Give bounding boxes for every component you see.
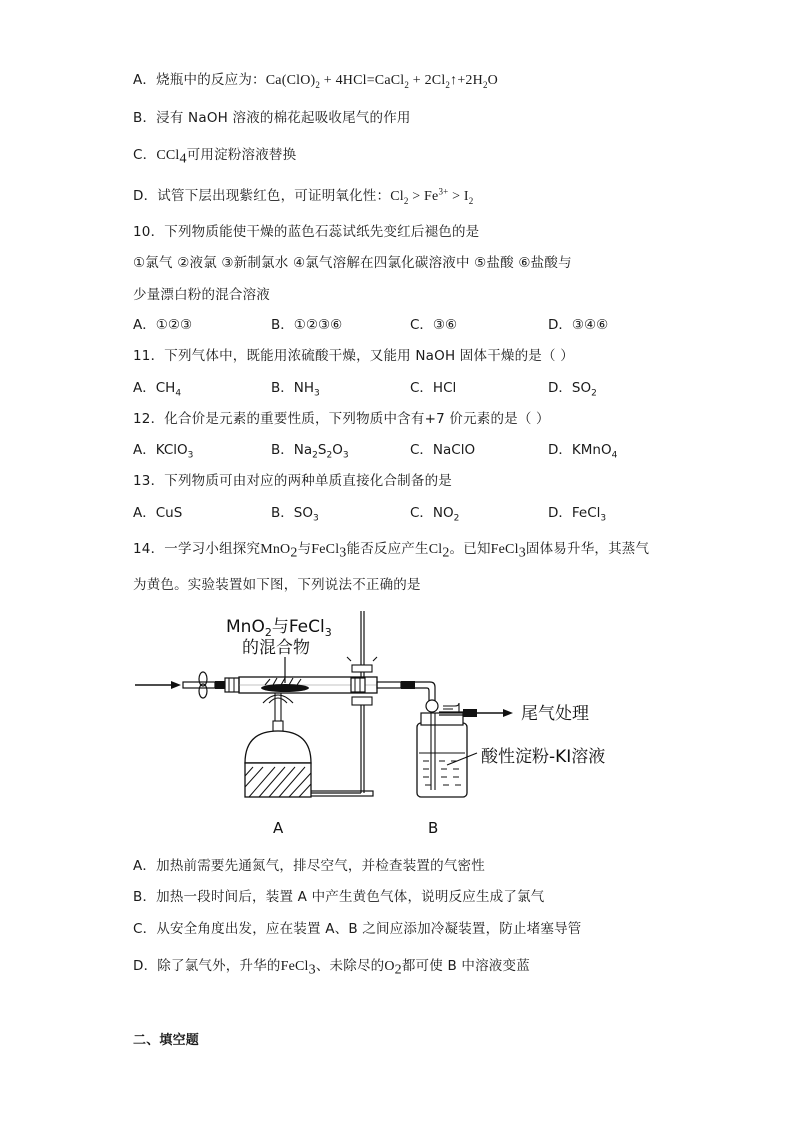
- experiment-apparatus-figure: [125, 605, 645, 840]
- exhaust-connector: [463, 709, 477, 717]
- mixture-sample: [261, 684, 309, 692]
- alcohol-lamp: [245, 731, 311, 763]
- q11-option-c: [410, 379, 456, 397]
- q13-stem: 13．下列物质可由对应的两种单质直接化合制备的是: [133, 473, 452, 489]
- bottle-inlet-bulb: [426, 700, 438, 712]
- q10-items-line2: 少量漂白粉的混合溶液: [133, 287, 270, 303]
- option-text: D．除了氯气外，升华的: [133, 958, 281, 974]
- formula-sub: 2: [312, 450, 318, 461]
- inlet-connector: [215, 681, 225, 689]
- inlet-tube: [183, 682, 215, 688]
- q13-option-a: [133, 504, 182, 522]
- d-fe: > Fe: [408, 189, 439, 204]
- eq-sub: 2: [445, 79, 451, 90]
- q9-option-b: B．浸有 NaOH 溶液的棉花起吸收尾气的作用: [133, 110, 411, 126]
- outlet-tube: [377, 682, 401, 688]
- option-text: O: [332, 442, 343, 458]
- q11-option-b: [271, 379, 320, 397]
- option-text: 都可使 B 中溶液变蓝: [401, 958, 530, 974]
- eq-water: +2H: [457, 73, 483, 88]
- q11-stem: 11．下列气体中，既能用浓硫酸干燥，又能用 NaOH 固体干燥的是（ ）: [133, 348, 574, 364]
- q10-option-b: B．①②③⑥: [271, 317, 343, 333]
- flame: [263, 695, 293, 703]
- fecl3-formula: FeCl: [311, 542, 340, 557]
- option-text: B．Na: [271, 442, 313, 458]
- option-text: C．NO: [410, 505, 454, 521]
- q10-option-c: C．③⑥: [410, 317, 458, 333]
- fecl3-formula: FeCl: [280, 959, 309, 974]
- q12-option-a: [133, 441, 193, 459]
- option-text: A．KClO: [133, 442, 188, 458]
- q14-option-d: [133, 957, 530, 976]
- q10-option-d: D．③④⑥: [548, 317, 609, 333]
- eq-ca: Ca: [265, 73, 282, 88]
- q12-option-b: [271, 441, 349, 459]
- q14-stem-line1: [133, 540, 649, 559]
- q14-option-b: B．加热一段时间后，装置 A 中产生黄色气体，说明反应生成了氯气: [133, 889, 545, 905]
- exhaust-label: 尾气处理: [521, 704, 589, 724]
- formula-sub: 3: [187, 450, 194, 461]
- oxidizing-order: [390, 186, 474, 206]
- flame-inner: [269, 698, 287, 703]
- eq-sub: 2: [482, 79, 488, 90]
- option-text: D．FeCl: [548, 505, 601, 521]
- formula-sub: 2: [394, 962, 402, 978]
- outlet-connector: [401, 681, 415, 689]
- ccl4-formula: CCl: [156, 148, 180, 163]
- option-text: B．SO: [271, 505, 313, 521]
- stand-clamp-lower: [352, 697, 372, 705]
- formula-sub: 2: [403, 195, 409, 206]
- formula-sub: 2: [453, 513, 460, 524]
- q14-option-c: C．从安全角度出发，应在装置 A、B 之间应添加冷凝装置，防止堵塞导管: [133, 921, 582, 937]
- formula-sub: 3: [518, 545, 526, 561]
- formula-sub: 2: [468, 195, 474, 206]
- eq-cl: + 2Cl: [409, 73, 446, 88]
- formula-sub: 3: [308, 962, 316, 978]
- charge-sup: 3+: [438, 186, 449, 197]
- q11-option-a: [133, 379, 181, 397]
- option-text: 、未除尽的: [315, 958, 385, 974]
- left-stopper: [225, 678, 239, 692]
- d-cl: Cl: [390, 189, 404, 204]
- option-text: C．NaClO: [410, 442, 476, 458]
- mixture-label-line2: 的混合物: [242, 638, 310, 658]
- q9-c-suffix: 可用淀粉溶液替换: [186, 147, 297, 163]
- device-b-label: B: [428, 819, 439, 837]
- q9-equation: [266, 73, 498, 88]
- burner-wick-holder: [273, 721, 283, 731]
- q9-option-c: [133, 146, 296, 165]
- formula-sub: 3: [314, 388, 320, 399]
- q12-option-d: [548, 441, 617, 459]
- q9-option-a-text: A．烧瓶中的反应为：: [133, 72, 266, 88]
- formula-sub: 3: [342, 450, 349, 461]
- formula-sub: 3: [339, 545, 347, 561]
- option-text: B．NH: [271, 380, 315, 396]
- formula-sub: 3: [600, 513, 607, 524]
- mixture-label-line1: MnO$_2$与FeCl$_3$: [226, 617, 332, 639]
- formula-sub: 2: [290, 545, 298, 561]
- q13-option-d: [548, 504, 606, 522]
- stem-text: 。已知: [449, 541, 491, 557]
- formula-sub: 2: [326, 450, 333, 461]
- q12-stem: 12．化合价是元素的重要性质，下列物质中含有+7 价元素的是（ ）: [133, 411, 550, 427]
- option-text: S: [317, 442, 327, 458]
- stem-text: 与: [297, 541, 312, 557]
- formula-sub: 4: [179, 151, 187, 167]
- exhaust-arrowhead: [503, 709, 513, 717]
- d-i: > I: [448, 189, 469, 204]
- formula-sub: 2: [591, 388, 597, 399]
- q9-c-prefix: C．: [133, 147, 157, 163]
- q9-option-d: [133, 187, 474, 206]
- q13-option-c: [410, 504, 459, 522]
- solution-label: 酸性淀粉-KI溶液: [481, 747, 606, 767]
- option-text: C．HCl: [410, 380, 457, 396]
- formula-sub: 4: [175, 388, 182, 399]
- formula-sub: 4: [611, 450, 618, 461]
- q14-stem-line2: 为黄色。实验装置如下图，下列说法不正确的是: [133, 577, 421, 593]
- inlet-arrowhead: [171, 681, 181, 689]
- clamp-screw: [347, 657, 377, 661]
- mno2-formula: MnO: [260, 542, 291, 557]
- stem-text: 14．一学习小组探究: [133, 541, 261, 557]
- eq-sub: 2: [315, 79, 321, 90]
- q9-option-a: [133, 71, 498, 90]
- q10-stem: 10．下列物质能使干燥的蓝色石蕊试纸先变红后褪色的是: [133, 224, 480, 240]
- eq-o: O: [487, 73, 498, 88]
- option-text: D．KMnO: [548, 442, 612, 458]
- q9-d-prefix: D．试管下层出现紫红色，可证明氧化性：: [133, 188, 391, 204]
- formula-sub: 2: [442, 545, 450, 561]
- cl2-formula: Cl: [428, 542, 443, 557]
- q10-option-a: A．①②③: [133, 317, 193, 333]
- o2-formula: O: [384, 959, 395, 974]
- fecl3-formula: FeCl: [490, 542, 519, 557]
- stem-text: 固体易升华，其蒸气: [525, 541, 650, 557]
- q12-option-c: [410, 441, 475, 459]
- q14-option-a: A．加热前需要先通氮气，排尽空气，并检查装置的气密性: [133, 858, 485, 874]
- eq-hcl: + 4HCl=CaCl: [320, 73, 405, 88]
- formula-sub: 3: [312, 513, 319, 524]
- right-stopper: [351, 678, 365, 692]
- stem-text: 能否反应产生: [346, 541, 429, 557]
- q11-option-d: [548, 379, 597, 397]
- wooden-block: [245, 763, 311, 797]
- stand-clamp: [352, 665, 372, 672]
- device-a-label: A: [273, 819, 284, 837]
- eq-clo: (ClO): [281, 73, 316, 88]
- section-heading: 二、填空题: [133, 1033, 200, 1048]
- option-text: D．SO: [548, 380, 592, 396]
- option-text: A．CuS: [133, 505, 183, 521]
- q10-items-line1: ①氯气 ②液氯 ③新制氯水 ④氯气溶解在四氯化碳溶液中 ⑤盐酸 ⑥盐酸与: [133, 255, 572, 271]
- option-text: A．CH: [133, 380, 176, 396]
- eq-sub: 2: [404, 79, 410, 90]
- gas-arrow: ↑: [450, 73, 458, 88]
- q13-option-b: [271, 504, 319, 522]
- sample-hatching: [265, 678, 301, 685]
